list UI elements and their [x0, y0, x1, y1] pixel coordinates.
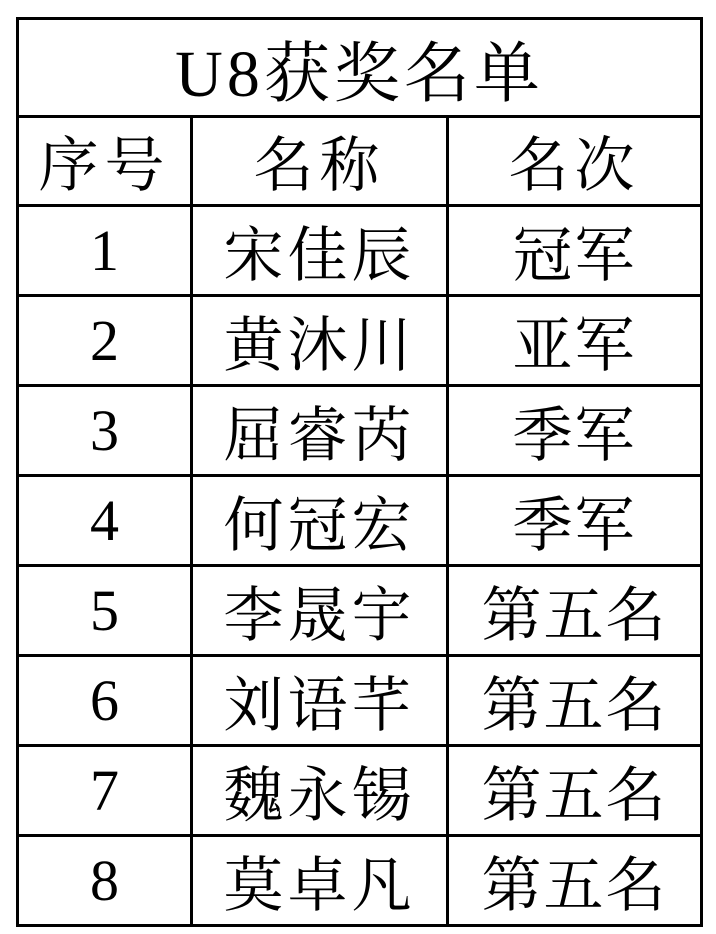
cell-rank: 亚军	[448, 296, 702, 386]
cell-name: 黄沐川	[192, 296, 448, 386]
table-row	[18, 746, 702, 836]
cell-no: 6	[18, 656, 192, 746]
cell-rank: 第五名	[448, 656, 702, 746]
cell-name: 宋佳辰	[192, 206, 448, 296]
table-row	[18, 296, 702, 386]
cell-rank: 季军	[448, 386, 702, 476]
table-title: U8获奖名单	[18, 19, 702, 117]
column-header-no: 序号	[18, 117, 192, 206]
cell-no: 3	[18, 386, 192, 476]
column-header-name: 名称	[192, 117, 448, 206]
table-row	[18, 386, 702, 476]
cell-name: 何冠宏	[192, 476, 448, 566]
table-row	[18, 476, 702, 566]
cell-name: 魏永锡	[192, 746, 448, 836]
cell-no: 7	[18, 746, 192, 836]
title-row	[18, 19, 702, 117]
header-row	[18, 117, 702, 206]
cell-rank: 季军	[448, 476, 702, 566]
cell-no: 1	[18, 206, 192, 296]
table-row	[18, 206, 702, 296]
cell-no: 4	[18, 476, 192, 566]
cell-no: 8	[18, 836, 192, 926]
cell-rank: 冠军	[448, 206, 702, 296]
cell-name: 屈睿芮	[192, 386, 448, 476]
cell-name: 刘语芊	[192, 656, 448, 746]
table-row	[18, 566, 702, 656]
cell-rank: 第五名	[448, 566, 702, 656]
cell-no: 5	[18, 566, 192, 656]
table-row	[18, 836, 702, 926]
cell-no: 2	[18, 296, 192, 386]
award-table	[16, 17, 703, 927]
column-header-rank: 名次	[448, 117, 702, 206]
table-body	[18, 206, 702, 926]
table-row	[18, 656, 702, 746]
cell-name: 李晟宇	[192, 566, 448, 656]
cell-rank: 第五名	[448, 836, 702, 926]
cell-rank: 第五名	[448, 746, 702, 836]
cell-name: 莫卓凡	[192, 836, 448, 926]
